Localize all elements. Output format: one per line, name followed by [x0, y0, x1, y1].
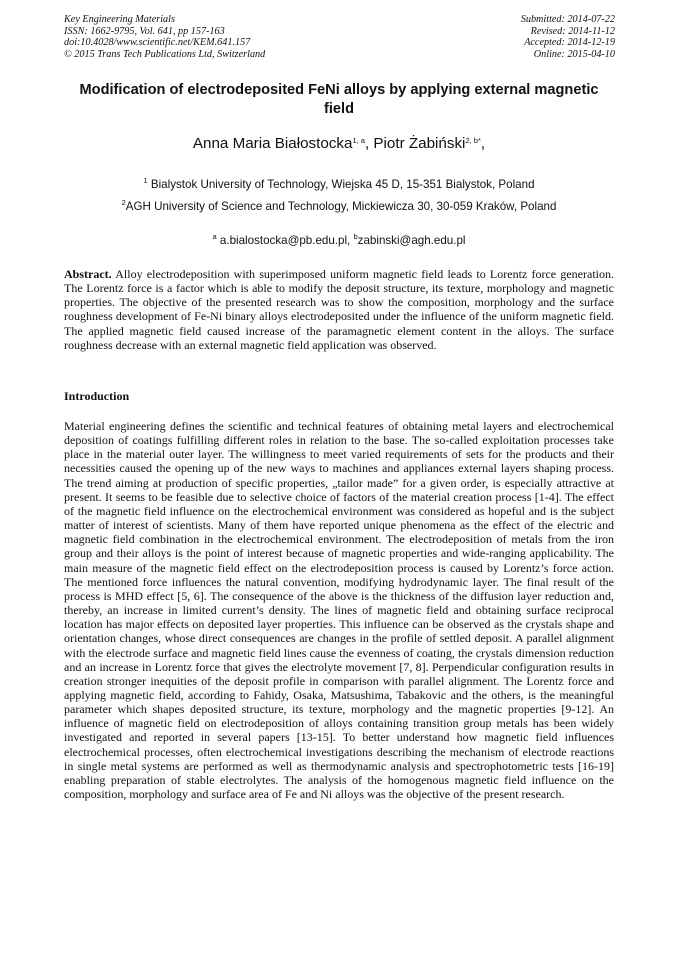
email-marker: a	[212, 232, 217, 241]
introduction-paragraph: Material engineering defines the scientific and technical features of obtaining metal layers and electrochemical deposition of coatings fulfilling different roles in relation to the base. The so-called exploitation processes take place in the material outer layer. The willingness to meet varied requirements of sets for the products and their necessities caused the opening up of the new ways to machines and appliances external layers shaping process. The trend aiming at production of specific properties, „tailor made” for a given order, is especially attractive at present. It seems to be feasible due to selective choice of factors of the material creation process [1-4]. The effect of the magnetic field influence on the electrochemical environment was considered as hopeful and is the subject matter of interest of scientists. Many of them have reported unique phenomena as the effect of the electric and magnetic field combination in the electrochemical environment. The electrodeposition of metals from the iron group and their alloys is the point of interest because of magnetic properties and wide-ranging applicability. The main measure of the magnetic field effect on the electrodeposition process is caused by Lorentz’s force action. The mentioned force influences the natural convention, modifying hydrodynamic layer. The final result of the process is MHD effect [5, 6]. The consequence of the above is the thickness of the diffusion layer reduction and, thereby, an increase in limited current’s density. The lines of magnetic field and obtaining surface reciprocal location has major effects on deposited layer properties. This influence can be observed as the crystals shape and orientation changes, whose direct consequences are changes in the profile of settled deposit. A parallel alignment with the electrode surface and magnetic field lines cause the evenness of coating, the crystals dimension reduction and an increase in Lorentz force that gives the electrolyte movement [7, 8]. Perpendicular configuration results in creation stronger inequities of the deposit profile in comparison with parallel alignment. The Lorentz force and applying magnetic field, according to Fahidy, Osaka, Matsushima, Tabakovic and the others, is the meaningful parameter which shapes deposited structure, its texture, morphology and the magnetic properties [9-12]. An influence of magnetic field on electrodeposition of alloys containing transition group metals has been widely investigated and reported in several papers [13-15]. To better understand how magnetic field influences electrochemical processes, often electrochemical investigations describing the mechanism of electrode reactions in single metal systems are performed as well as thermodynamic analysis and spectrophotometric tests [16-19] enabling preparation of stable electrolytes. The analysis of the homogenous magnetic field influence on the composition, morphology and surface area of Fe and Ni alloys was the objective of the present research.	[64, 419, 614, 802]
author-emails	[64, 234, 614, 248]
affiliation-text: AGH University of Science and Technology, Mickiewicza 30, 30-059 Kraków, Poland	[125, 200, 557, 213]
author-superscript: 2, b*	[465, 136, 481, 145]
author-superscript: 1, a	[352, 136, 365, 145]
email-a: a.bialostocka@pb.edu.pl,	[216, 234, 354, 247]
affiliation-2	[64, 200, 614, 214]
abstract-label: Abstract.	[64, 267, 112, 281]
revised-date: Revised: 2014-11-12	[530, 25, 615, 37]
abstract	[64, 267, 614, 352]
section-heading-introduction: Introduction	[64, 389, 130, 403]
abstract-text: Alloy electrodeposition with superimposed uniform magnetic field leads to Lorentz force generation. The Lorentz force is a factor which is able to modify the deposit structure, its texture, morphology and magnetic properties. The objective of the presented research was to show the composition, morphology and the surface roughness development of Fe-Ni binary alloys electrodeposited under the influence of the uniform magnetic field. The applied magnetic field caused increase of the paramagnetic element content in the alloys. The surface roughness decrease with an external magnetic field application was observed.	[64, 267, 614, 352]
journal-info	[64, 14, 265, 60]
author-list	[64, 135, 614, 153]
affiliation-marker: 2	[121, 198, 126, 207]
issn-line: ISSN: 1662-9795, Vol. 641, pp 157-163	[64, 25, 225, 37]
submitted-date: Submitted: 2014-07-22	[520, 14, 615, 25]
doi-line: doi:10.4028/www.scientific.net/KEM.641.157	[64, 37, 251, 49]
affiliation-marker: 1	[143, 176, 148, 185]
email-b: zabinski@agh.edu.pl	[357, 234, 466, 247]
submission-dates	[521, 14, 615, 60]
author-trailing: ,	[480, 135, 486, 152]
author-separator: ,	[364, 135, 374, 152]
affiliation-text: Bialystok University of Technology, Wiejska 45 D, 15-351 Bialystok, Poland	[147, 178, 535, 191]
paper-title: Modification of electrodeposited FeNi alloys by applying external magnetic field	[79, 82, 599, 117]
copyright-line: © 2015 Trans Tech Publications Ltd, Switzerland	[64, 48, 266, 60]
email-marker: b	[353, 232, 358, 241]
online-date: Online: 2015-04-10	[533, 48, 615, 60]
journal-name: Key Engineering Materials	[64, 14, 175, 25]
accepted-date: Accepted: 2014-12-19	[524, 37, 615, 49]
author-name: Piotr Żabiński	[373, 135, 466, 152]
affiliation-1	[64, 178, 614, 192]
author-name: Anna Maria Białostocka	[192, 135, 353, 152]
